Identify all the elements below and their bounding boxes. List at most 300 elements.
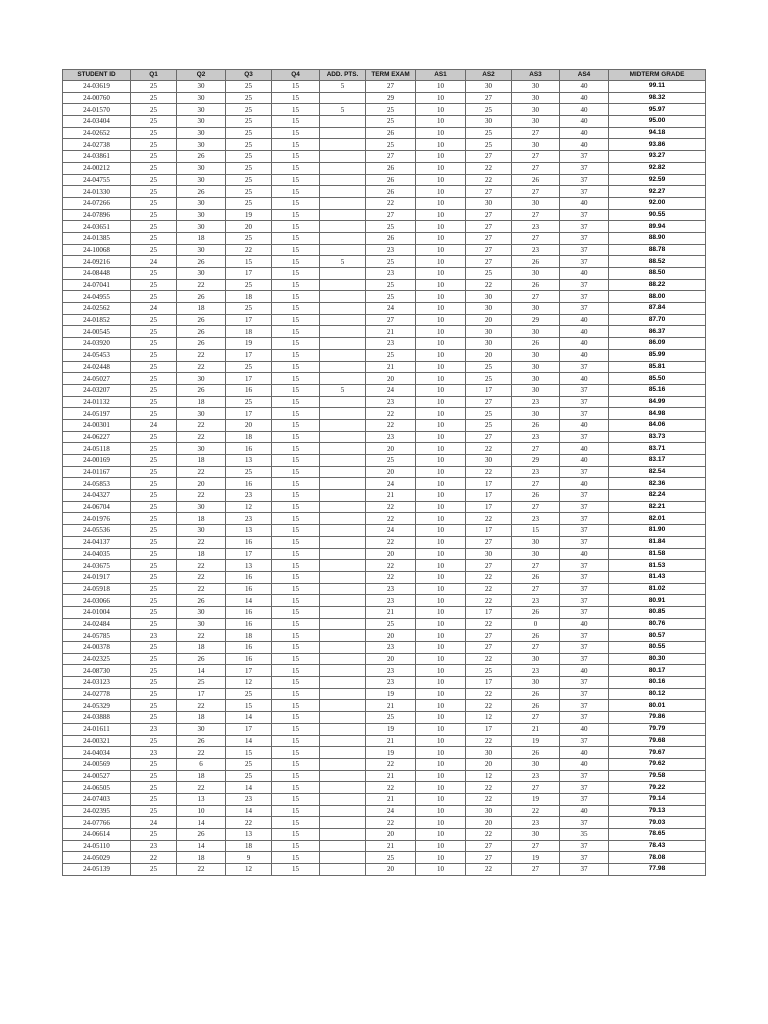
as3-cell: 30	[512, 326, 560, 338]
as3-cell: 30	[512, 677, 560, 689]
q4-cell: 15	[272, 770, 320, 782]
as4-cell: 40	[560, 268, 609, 280]
term-exam-cell: 21	[366, 700, 416, 712]
table-row	[63, 361, 706, 373]
as2-cell: 27	[466, 852, 512, 864]
as4-cell: 37	[560, 642, 609, 654]
student-id-cell: 24-00569	[63, 758, 131, 770]
student-id-cell: 24-01917	[63, 571, 131, 583]
q1-cell: 25	[131, 314, 177, 326]
q3-cell: 25	[226, 303, 272, 315]
table-row	[63, 852, 706, 864]
q4-cell: 15	[272, 747, 320, 759]
midterm-grade-cell: 84.99	[609, 396, 706, 408]
as3-cell: 26	[512, 338, 560, 350]
as1-cell: 10	[416, 291, 466, 303]
q2-cell: 22	[177, 349, 226, 361]
as1-cell: 10	[416, 303, 466, 315]
add-pts-cell	[320, 665, 366, 677]
q4-cell: 15	[272, 361, 320, 373]
q2-cell: 30	[177, 139, 226, 151]
as1-cell: 10	[416, 373, 466, 385]
as3-cell: 27	[512, 478, 560, 490]
table-row	[63, 127, 706, 139]
add-pts-cell	[320, 712, 366, 724]
as4-cell: 37	[560, 700, 609, 712]
q4-cell: 15	[272, 279, 320, 291]
midterm-grade-cell: 81.58	[609, 548, 706, 560]
q3-cell: 25	[226, 81, 272, 93]
q2-cell: 30	[177, 197, 226, 209]
q4-cell: 15	[272, 419, 320, 431]
q3-cell: 13	[226, 455, 272, 467]
column-header-add-pts: ADD. PTS.	[320, 70, 366, 81]
q1-cell: 25	[131, 291, 177, 303]
q3-cell: 22	[226, 244, 272, 256]
term-exam-cell: 22	[366, 419, 416, 431]
q1-cell: 23	[131, 747, 177, 759]
as4-cell: 37	[560, 384, 609, 396]
q2-cell: 18	[177, 396, 226, 408]
midterm-grade-cell: 84.98	[609, 408, 706, 420]
as1-cell: 10	[416, 139, 466, 151]
q3-cell: 25	[226, 770, 272, 782]
as1-cell: 10	[416, 852, 466, 864]
as1-cell: 10	[416, 419, 466, 431]
q3-cell: 17	[226, 408, 272, 420]
student-id-cell: 24-10068	[63, 244, 131, 256]
q3-cell: 16	[226, 571, 272, 583]
q3-cell: 16	[226, 536, 272, 548]
q2-cell: 6	[177, 758, 226, 770]
as2-cell: 30	[466, 548, 512, 560]
q1-cell: 25	[131, 232, 177, 244]
q4-cell: 15	[272, 560, 320, 572]
q4-cell: 15	[272, 642, 320, 654]
student-id-cell: 24-00760	[63, 92, 131, 104]
as3-cell: 27	[512, 209, 560, 221]
as2-cell: 17	[466, 606, 512, 618]
table-row	[63, 653, 706, 665]
as4-cell: 37	[560, 151, 609, 163]
add-pts-cell: 5	[320, 384, 366, 396]
student-id-cell: 24-01167	[63, 466, 131, 478]
q4-cell: 15	[272, 151, 320, 163]
student-id-cell: 24-05853	[63, 478, 131, 490]
as1-cell: 10	[416, 384, 466, 396]
as4-cell: 40	[560, 455, 609, 467]
add-pts-cell	[320, 782, 366, 794]
as3-cell: 30	[512, 92, 560, 104]
midterm-grade-cell: 85.50	[609, 373, 706, 385]
as2-cell: 25	[466, 419, 512, 431]
add-pts-cell	[320, 232, 366, 244]
table-row	[63, 197, 706, 209]
student-id-cell: 24-05027	[63, 373, 131, 385]
q2-cell: 25	[177, 677, 226, 689]
q1-cell: 25	[131, 864, 177, 876]
as2-cell: 17	[466, 677, 512, 689]
midterm-grade-cell: 79.86	[609, 712, 706, 724]
q4-cell: 15	[272, 758, 320, 770]
midterm-grade-cell: 95.00	[609, 116, 706, 128]
as1-cell: 10	[416, 92, 466, 104]
midterm-grade-cell: 81.43	[609, 571, 706, 583]
add-pts-cell	[320, 642, 366, 654]
table-row	[63, 782, 706, 794]
q4-cell: 15	[272, 104, 320, 116]
as1-cell: 10	[416, 688, 466, 700]
q3-cell: 25	[226, 92, 272, 104]
q4-cell: 15	[272, 256, 320, 268]
q1-cell: 25	[131, 326, 177, 338]
table-row	[63, 525, 706, 537]
term-exam-cell: 20	[366, 864, 416, 876]
q4-cell: 15	[272, 466, 320, 478]
q2-cell: 13	[177, 793, 226, 805]
as4-cell: 40	[560, 443, 609, 455]
as3-cell: 30	[512, 548, 560, 560]
as4-cell: 37	[560, 501, 609, 513]
q4-cell: 15	[272, 536, 320, 548]
q1-cell: 25	[131, 793, 177, 805]
as4-cell: 37	[560, 595, 609, 607]
midterm-grade-cell: 80.91	[609, 595, 706, 607]
midterm-grade-cell: 84.06	[609, 419, 706, 431]
q3-cell: 16	[226, 478, 272, 490]
as4-cell: 37	[560, 303, 609, 315]
table-row	[63, 116, 706, 128]
add-pts-cell	[320, 618, 366, 630]
q1-cell: 22	[131, 852, 177, 864]
as4-cell: 40	[560, 758, 609, 770]
as2-cell: 22	[466, 279, 512, 291]
q3-cell: 25	[226, 139, 272, 151]
midterm-grade-cell: 87.84	[609, 303, 706, 315]
term-exam-cell: 25	[366, 291, 416, 303]
add-pts-cell	[320, 653, 366, 665]
as3-cell: 27	[512, 151, 560, 163]
as2-cell: 30	[466, 197, 512, 209]
as4-cell: 37	[560, 396, 609, 408]
midterm-grade-cell: 78.43	[609, 840, 706, 852]
as4-cell: 37	[560, 712, 609, 724]
student-id-cell: 24-02778	[63, 688, 131, 700]
student-id-cell: 24-03651	[63, 221, 131, 233]
column-header-as1: AS1	[416, 70, 466, 81]
add-pts-cell	[320, 361, 366, 373]
q3-cell: 17	[226, 314, 272, 326]
q1-cell: 25	[131, 653, 177, 665]
q1-cell: 25	[131, 408, 177, 420]
as1-cell: 10	[416, 665, 466, 677]
q2-cell: 22	[177, 782, 226, 794]
as4-cell: 37	[560, 186, 609, 198]
as2-cell: 17	[466, 384, 512, 396]
student-id-cell: 24-00527	[63, 770, 131, 782]
column-header-as3: AS3	[512, 70, 560, 81]
add-pts-cell	[320, 560, 366, 572]
as3-cell: 22	[512, 805, 560, 817]
term-exam-cell: 23	[366, 268, 416, 280]
as3-cell: 23	[512, 595, 560, 607]
student-id-cell: 24-05329	[63, 700, 131, 712]
table-row	[63, 232, 706, 244]
table-row	[63, 455, 706, 467]
as2-cell: 20	[466, 758, 512, 770]
as4-cell: 37	[560, 735, 609, 747]
table-row	[63, 338, 706, 350]
q1-cell: 25	[131, 139, 177, 151]
as1-cell: 10	[416, 723, 466, 735]
as4-cell: 37	[560, 408, 609, 420]
column-header-q1: Q1	[131, 70, 177, 81]
as2-cell: 25	[466, 127, 512, 139]
add-pts-cell	[320, 501, 366, 513]
as2-cell: 17	[466, 478, 512, 490]
q2-cell: 22	[177, 431, 226, 443]
student-id-cell: 24-02395	[63, 805, 131, 817]
student-id-cell: 24-04035	[63, 548, 131, 560]
term-exam-cell: 24	[366, 303, 416, 315]
midterm-grade-cell: 80.85	[609, 606, 706, 618]
q1-cell: 25	[131, 536, 177, 548]
student-id-cell: 24-00545	[63, 326, 131, 338]
as3-cell: 26	[512, 571, 560, 583]
q2-cell: 10	[177, 805, 226, 817]
as3-cell: 23	[512, 431, 560, 443]
as2-cell: 27	[466, 396, 512, 408]
table-row	[63, 490, 706, 502]
as3-cell: 0	[512, 618, 560, 630]
student-id-cell: 24-05139	[63, 864, 131, 876]
q3-cell: 25	[226, 466, 272, 478]
q2-cell: 30	[177, 408, 226, 420]
student-id-cell: 24-01132	[63, 396, 131, 408]
as4-cell: 40	[560, 349, 609, 361]
column-header-student-id: STUDENT ID	[63, 70, 131, 81]
student-id-cell: 24-03920	[63, 338, 131, 350]
term-exam-cell: 24	[366, 384, 416, 396]
as4-cell: 37	[560, 864, 609, 876]
q3-cell: 18	[226, 326, 272, 338]
q3-cell: 18	[226, 291, 272, 303]
as1-cell: 10	[416, 642, 466, 654]
add-pts-cell	[320, 291, 366, 303]
term-exam-cell: 25	[366, 618, 416, 630]
term-exam-cell: 20	[366, 466, 416, 478]
q2-cell: 26	[177, 735, 226, 747]
as2-cell: 22	[466, 735, 512, 747]
q1-cell: 25	[131, 735, 177, 747]
as3-cell: 23	[512, 244, 560, 256]
q1-cell: 25	[131, 197, 177, 209]
table-row	[63, 279, 706, 291]
q4-cell: 15	[272, 583, 320, 595]
as4-cell: 37	[560, 466, 609, 478]
q1-cell: 25	[131, 490, 177, 502]
q4-cell: 15	[272, 618, 320, 630]
q1-cell: 25	[131, 466, 177, 478]
table-row	[63, 829, 706, 841]
as1-cell: 10	[416, 560, 466, 572]
table-row	[63, 81, 706, 93]
q1-cell: 25	[131, 595, 177, 607]
student-id-cell: 24-07403	[63, 793, 131, 805]
midterm-grade-cell: 88.52	[609, 256, 706, 268]
as2-cell: 22	[466, 571, 512, 583]
as2-cell: 22	[466, 162, 512, 174]
student-id-cell: 24-03619	[63, 81, 131, 93]
table-row	[63, 396, 706, 408]
student-id-cell: 24-04034	[63, 747, 131, 759]
q1-cell: 25	[131, 104, 177, 116]
as2-cell: 22	[466, 443, 512, 455]
as1-cell: 10	[416, 116, 466, 128]
as4-cell: 40	[560, 665, 609, 677]
as3-cell: 30	[512, 653, 560, 665]
as4-cell: 37	[560, 560, 609, 572]
as3-cell: 26	[512, 490, 560, 502]
q2-cell: 22	[177, 864, 226, 876]
q4-cell: 15	[272, 209, 320, 221]
q4-cell: 15	[272, 782, 320, 794]
q4-cell: 15	[272, 291, 320, 303]
q2-cell: 30	[177, 723, 226, 735]
table-row	[63, 431, 706, 443]
midterm-grade-cell: 80.55	[609, 642, 706, 654]
table-body	[63, 81, 706, 876]
term-exam-cell: 25	[366, 256, 416, 268]
q2-cell: 26	[177, 256, 226, 268]
q4-cell: 15	[272, 525, 320, 537]
as3-cell: 27	[512, 712, 560, 724]
midterm-grade-cell: 92.00	[609, 197, 706, 209]
as3-cell: 30	[512, 536, 560, 548]
term-exam-cell: 24	[366, 478, 416, 490]
midterm-grade-cell: 82.54	[609, 466, 706, 478]
q4-cell: 15	[272, 349, 320, 361]
term-exam-cell: 23	[366, 595, 416, 607]
as2-cell: 22	[466, 782, 512, 794]
as4-cell: 37	[560, 490, 609, 502]
as3-cell: 30	[512, 268, 560, 280]
add-pts-cell	[320, 303, 366, 315]
q1-cell: 25	[131, 560, 177, 572]
as2-cell: 27	[466, 92, 512, 104]
q4-cell: 15	[272, 571, 320, 583]
add-pts-cell	[320, 419, 366, 431]
column-header-term-exam: TERM EXAM	[366, 70, 416, 81]
term-exam-cell: 19	[366, 723, 416, 735]
q4-cell: 15	[272, 478, 320, 490]
student-id-cell: 24-00321	[63, 735, 131, 747]
term-exam-cell: 23	[366, 396, 416, 408]
q4-cell: 15	[272, 384, 320, 396]
add-pts-cell	[320, 864, 366, 876]
q4-cell: 15	[272, 396, 320, 408]
q3-cell: 12	[226, 864, 272, 876]
as1-cell: 10	[416, 747, 466, 759]
as2-cell: 30	[466, 81, 512, 93]
term-exam-cell: 25	[366, 221, 416, 233]
midterm-grade-cell: 79.68	[609, 735, 706, 747]
student-id-cell: 24-05453	[63, 349, 131, 361]
as1-cell: 10	[416, 606, 466, 618]
term-exam-cell: 25	[366, 349, 416, 361]
q1-cell: 25	[131, 186, 177, 198]
as2-cell: 30	[466, 747, 512, 759]
add-pts-cell	[320, 758, 366, 770]
add-pts-cell	[320, 700, 366, 712]
q1-cell: 25	[131, 525, 177, 537]
add-pts-cell	[320, 770, 366, 782]
as3-cell: 30	[512, 408, 560, 420]
student-id-cell: 24-01330	[63, 186, 131, 198]
q2-cell: 30	[177, 268, 226, 280]
q3-cell: 16	[226, 384, 272, 396]
as4-cell: 37	[560, 431, 609, 443]
midterm-grade-cell: 93.86	[609, 139, 706, 151]
midterm-grade-cell: 88.90	[609, 232, 706, 244]
add-pts-cell	[320, 747, 366, 759]
as3-cell: 29	[512, 314, 560, 326]
q1-cell: 23	[131, 840, 177, 852]
q1-cell: 25	[131, 770, 177, 782]
as3-cell: 27	[512, 443, 560, 455]
q1-cell: 25	[131, 349, 177, 361]
term-exam-cell: 25	[366, 852, 416, 864]
as3-cell: 30	[512, 384, 560, 396]
as2-cell: 25	[466, 408, 512, 420]
as3-cell: 15	[512, 525, 560, 537]
midterm-grade-cell: 92.59	[609, 174, 706, 186]
as1-cell: 10	[416, 490, 466, 502]
q4-cell: 15	[272, 162, 320, 174]
q3-cell: 14	[226, 735, 272, 747]
q4-cell: 15	[272, 408, 320, 420]
add-pts-cell	[320, 536, 366, 548]
q2-cell: 22	[177, 583, 226, 595]
as2-cell: 22	[466, 688, 512, 700]
as4-cell: 37	[560, 782, 609, 794]
q3-cell: 13	[226, 829, 272, 841]
as3-cell: 26	[512, 688, 560, 700]
as4-cell: 37	[560, 361, 609, 373]
q4-cell: 15	[272, 852, 320, 864]
as1-cell: 10	[416, 758, 466, 770]
midterm-grade-cell: 81.90	[609, 525, 706, 537]
midterm-grade-cell: 83.71	[609, 443, 706, 455]
add-pts-cell: 5	[320, 104, 366, 116]
as2-cell: 22	[466, 513, 512, 525]
as3-cell: 27	[512, 782, 560, 794]
as4-cell: 37	[560, 840, 609, 852]
as4-cell: 40	[560, 338, 609, 350]
add-pts-cell	[320, 408, 366, 420]
as2-cell: 22	[466, 466, 512, 478]
q3-cell: 15	[226, 700, 272, 712]
q4-cell: 15	[272, 490, 320, 502]
q3-cell: 25	[226, 361, 272, 373]
add-pts-cell	[320, 326, 366, 338]
add-pts-cell	[320, 244, 366, 256]
as1-cell: 10	[416, 396, 466, 408]
midterm-grade-cell: 88.00	[609, 291, 706, 303]
student-id-cell: 24-02448	[63, 361, 131, 373]
q1-cell: 25	[131, 279, 177, 291]
q2-cell: 26	[177, 338, 226, 350]
